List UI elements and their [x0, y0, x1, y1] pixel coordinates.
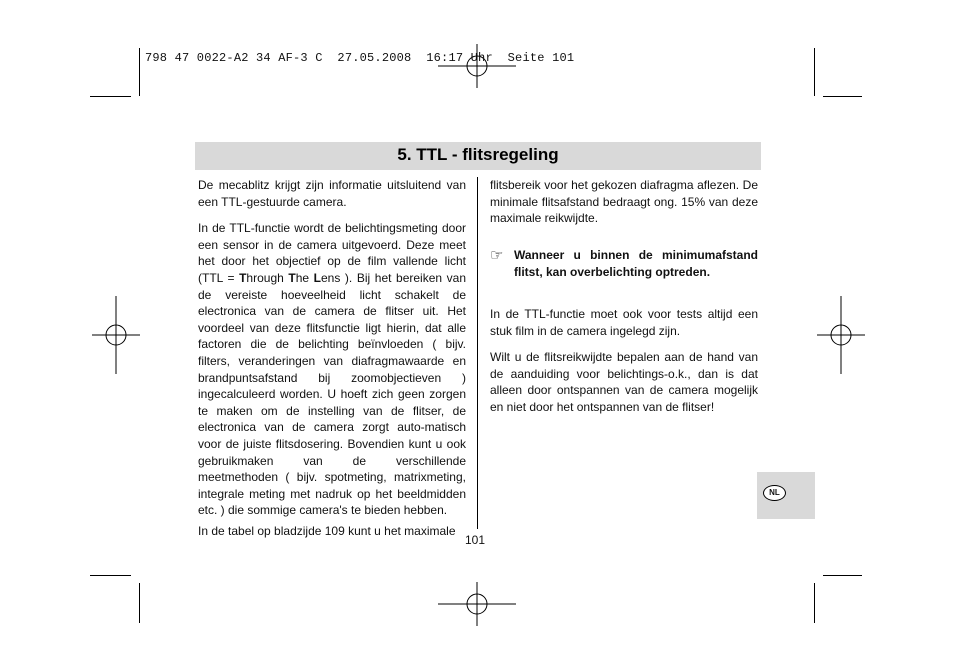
crop-mark [139, 583, 140, 623]
crop-mark [814, 583, 815, 623]
paragraph-range-check: Wilt u de flitsreikwijdte bepalen aan de hand van de aanduiding voor belichtings-o.k., dan is dat alleen door ontspannen van de camera mogelijk en niet door het ontspannen van de flitser! [490, 350, 758, 414]
crop-mark [139, 48, 140, 96]
section-title-bar [195, 142, 761, 170]
column-divider [477, 177, 478, 529]
language-tab [757, 472, 815, 519]
page-number: 101 [464, 533, 486, 547]
warning-note-text: Wanneer u binnen de minimumafstand flitst, kan overbelichting optreden. [514, 248, 758, 279]
language-badge: NL [763, 485, 786, 501]
warning-note [490, 247, 758, 281]
registration-mark-bottom [438, 582, 516, 626]
pointing-hand-icon: ☞ [490, 247, 504, 264]
crop-mark [814, 48, 815, 96]
paragraph-table-reference: In de tabel op bladzijde 109 kunt u het maximale [198, 523, 456, 538]
crop-mark [90, 96, 131, 97]
crop-mark [823, 96, 862, 97]
right-column [490, 177, 758, 227]
paragraph-ttl-explanation: In de TTL-functie wordt de belichtingsmeting door een sensor in de camera uitgevoerd. Deze meet het door het objectief op de film vallende licht (TTL = Through The Lens ). Bij het bereiken van de vereiste hoeveelheid licht schakelt de electronica van de camera de flitser uit. Het voordeel van deze flitsfunctie ligt hierin, dat alle factoren die de belichting beïnvloeden ( bijv. filters, veranderingen van diafragmawaarde en brandpuntsafstand bij zoomobjectieven ) ingecalculeerd worden. U hoeft zich geen zorgen te maken om de instelling van de flitser, de electronica van de camera zorgt auto-matisch voor de juiste flitsdosering. Bovendien kunt u ook gebruikmaken van de verschillende meetmethoden ( bijv. spotmeting, matrixmeting, integrale meting met nadruk op het beeldmidden etc. ) die sommige camera's te bieden hebben. [198, 221, 467, 518]
paragraph-intro: De mecablitz krijgt zijn informatie uitsluitend van een TTL-gestuurde camera. [198, 178, 466, 209]
crop-mark [823, 575, 862, 576]
right-column-lower [490, 306, 758, 416]
registration-mark-left [92, 296, 140, 374]
print-header-meta: 798 47 0022-A2 34 AF-3 C 27.05.2008 16:17 Uhr Seite 101 [145, 51, 575, 65]
paragraph-film-required: In de TTL-functie moet ook voor tests altijd een stuk film in de camera ingelegd zijn. [490, 307, 758, 338]
crop-mark [90, 575, 131, 576]
section-title: 5. TTL - flitsregeling [397, 145, 559, 164]
paragraph-flash-range: flitsbereik voor het gekozen diafragma aflezen. De minimale flitsafstand bedraagt ong. 15% van deze maximale reikwijdte. [490, 178, 758, 226]
registration-mark-right [817, 296, 865, 374]
left-column [198, 177, 466, 539]
